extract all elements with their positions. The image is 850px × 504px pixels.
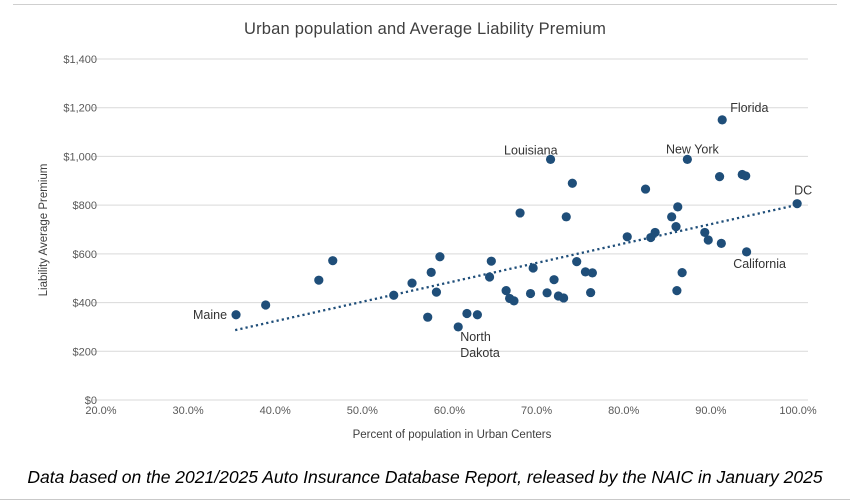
data-point [435, 252, 444, 261]
x-axis-title: Percent of population in Urban Centers [352, 429, 552, 441]
data-point [526, 289, 535, 298]
data-point [407, 278, 416, 287]
data-point-florida [718, 115, 727, 124]
point-label-line: Louisiana [504, 143, 558, 158]
data-point [586, 288, 595, 297]
data-point [423, 313, 432, 322]
data-point [667, 212, 676, 221]
data-point [328, 256, 337, 265]
x-tick-label: 100.0% [779, 405, 817, 417]
y-tick-label: $1,200 [63, 102, 97, 115]
x-tick-label: 50.0% [346, 405, 378, 417]
data-point [715, 172, 724, 181]
x-tick-label: 60.0% [433, 405, 466, 417]
x-tick-label: 40.0% [259, 405, 291, 417]
data-point [389, 291, 398, 300]
point-label-maine [193, 308, 227, 322]
data-point [462, 309, 471, 318]
point-label-line: Florida [730, 100, 769, 115]
y-tick-label: $1,000 [63, 151, 97, 164]
data-point [704, 235, 713, 244]
data-point [314, 276, 323, 285]
data-point [432, 287, 441, 296]
y-tick-label: $0 [84, 395, 97, 407]
data-point [549, 275, 558, 284]
data-point [717, 239, 726, 248]
data-point [678, 268, 687, 277]
data-point [427, 268, 436, 277]
y-tick-label: $1,400 [63, 54, 97, 66]
x-tick-label: 30.0% [172, 405, 204, 417]
x-tick-label: 70.0% [521, 405, 553, 417]
source-caption: Data based on the 2021/2025 Auto Insurance Database Report, released by the NAIC in January 2025 [27, 467, 823, 487]
point-label-louisiana [504, 143, 558, 157]
point-label-line: Maine [192, 307, 228, 322]
point-label-line: Dakota [460, 345, 500, 360]
point-label-line: California [733, 256, 787, 271]
data-point [572, 257, 581, 266]
point-label-line: New York [665, 142, 719, 157]
data-point [623, 232, 632, 241]
point-label-line: North [460, 329, 491, 344]
y-axis-title: Liability Average Premium [38, 163, 50, 297]
point-label-line: DC [794, 183, 813, 198]
data-point [487, 257, 496, 266]
data-point-maine [231, 310, 240, 319]
x-tick-label: 80.0% [608, 405, 640, 417]
data-point [562, 212, 571, 221]
x-tick-label: 20.0% [85, 405, 117, 417]
y-tick-label: $800 [72, 200, 97, 213]
data-point [741, 171, 750, 180]
data-point [671, 222, 680, 231]
y-tick-label: $200 [72, 346, 97, 359]
data-point [559, 293, 568, 302]
point-label-north-dakota [460, 330, 500, 360]
y-tick-label: $600 [72, 248, 97, 261]
data-point [485, 272, 494, 281]
data-point-california [742, 247, 751, 256]
point-label-dc [794, 184, 812, 198]
data-point-dc [793, 199, 802, 208]
data-point [542, 288, 551, 297]
point-label-new-york [666, 142, 720, 156]
data-point [568, 179, 577, 188]
data-point [473, 310, 482, 319]
data-point [509, 296, 518, 305]
y-tick-label: $400 [72, 297, 97, 310]
data-point [651, 228, 660, 237]
chart-title: Urban population and Average Liability Premium [243, 20, 607, 38]
data-point [515, 208, 524, 217]
data-point [672, 286, 681, 295]
point-label-california [733, 257, 786, 271]
data-point [529, 263, 538, 272]
data-point [673, 202, 682, 211]
trendline [235, 206, 793, 330]
data-point [588, 268, 597, 277]
data-point [261, 300, 270, 309]
point-label-florida [730, 101, 768, 115]
bottom-border-line [0, 499, 850, 500]
data-point [641, 184, 650, 193]
x-tick-label: 90.0% [695, 405, 727, 417]
